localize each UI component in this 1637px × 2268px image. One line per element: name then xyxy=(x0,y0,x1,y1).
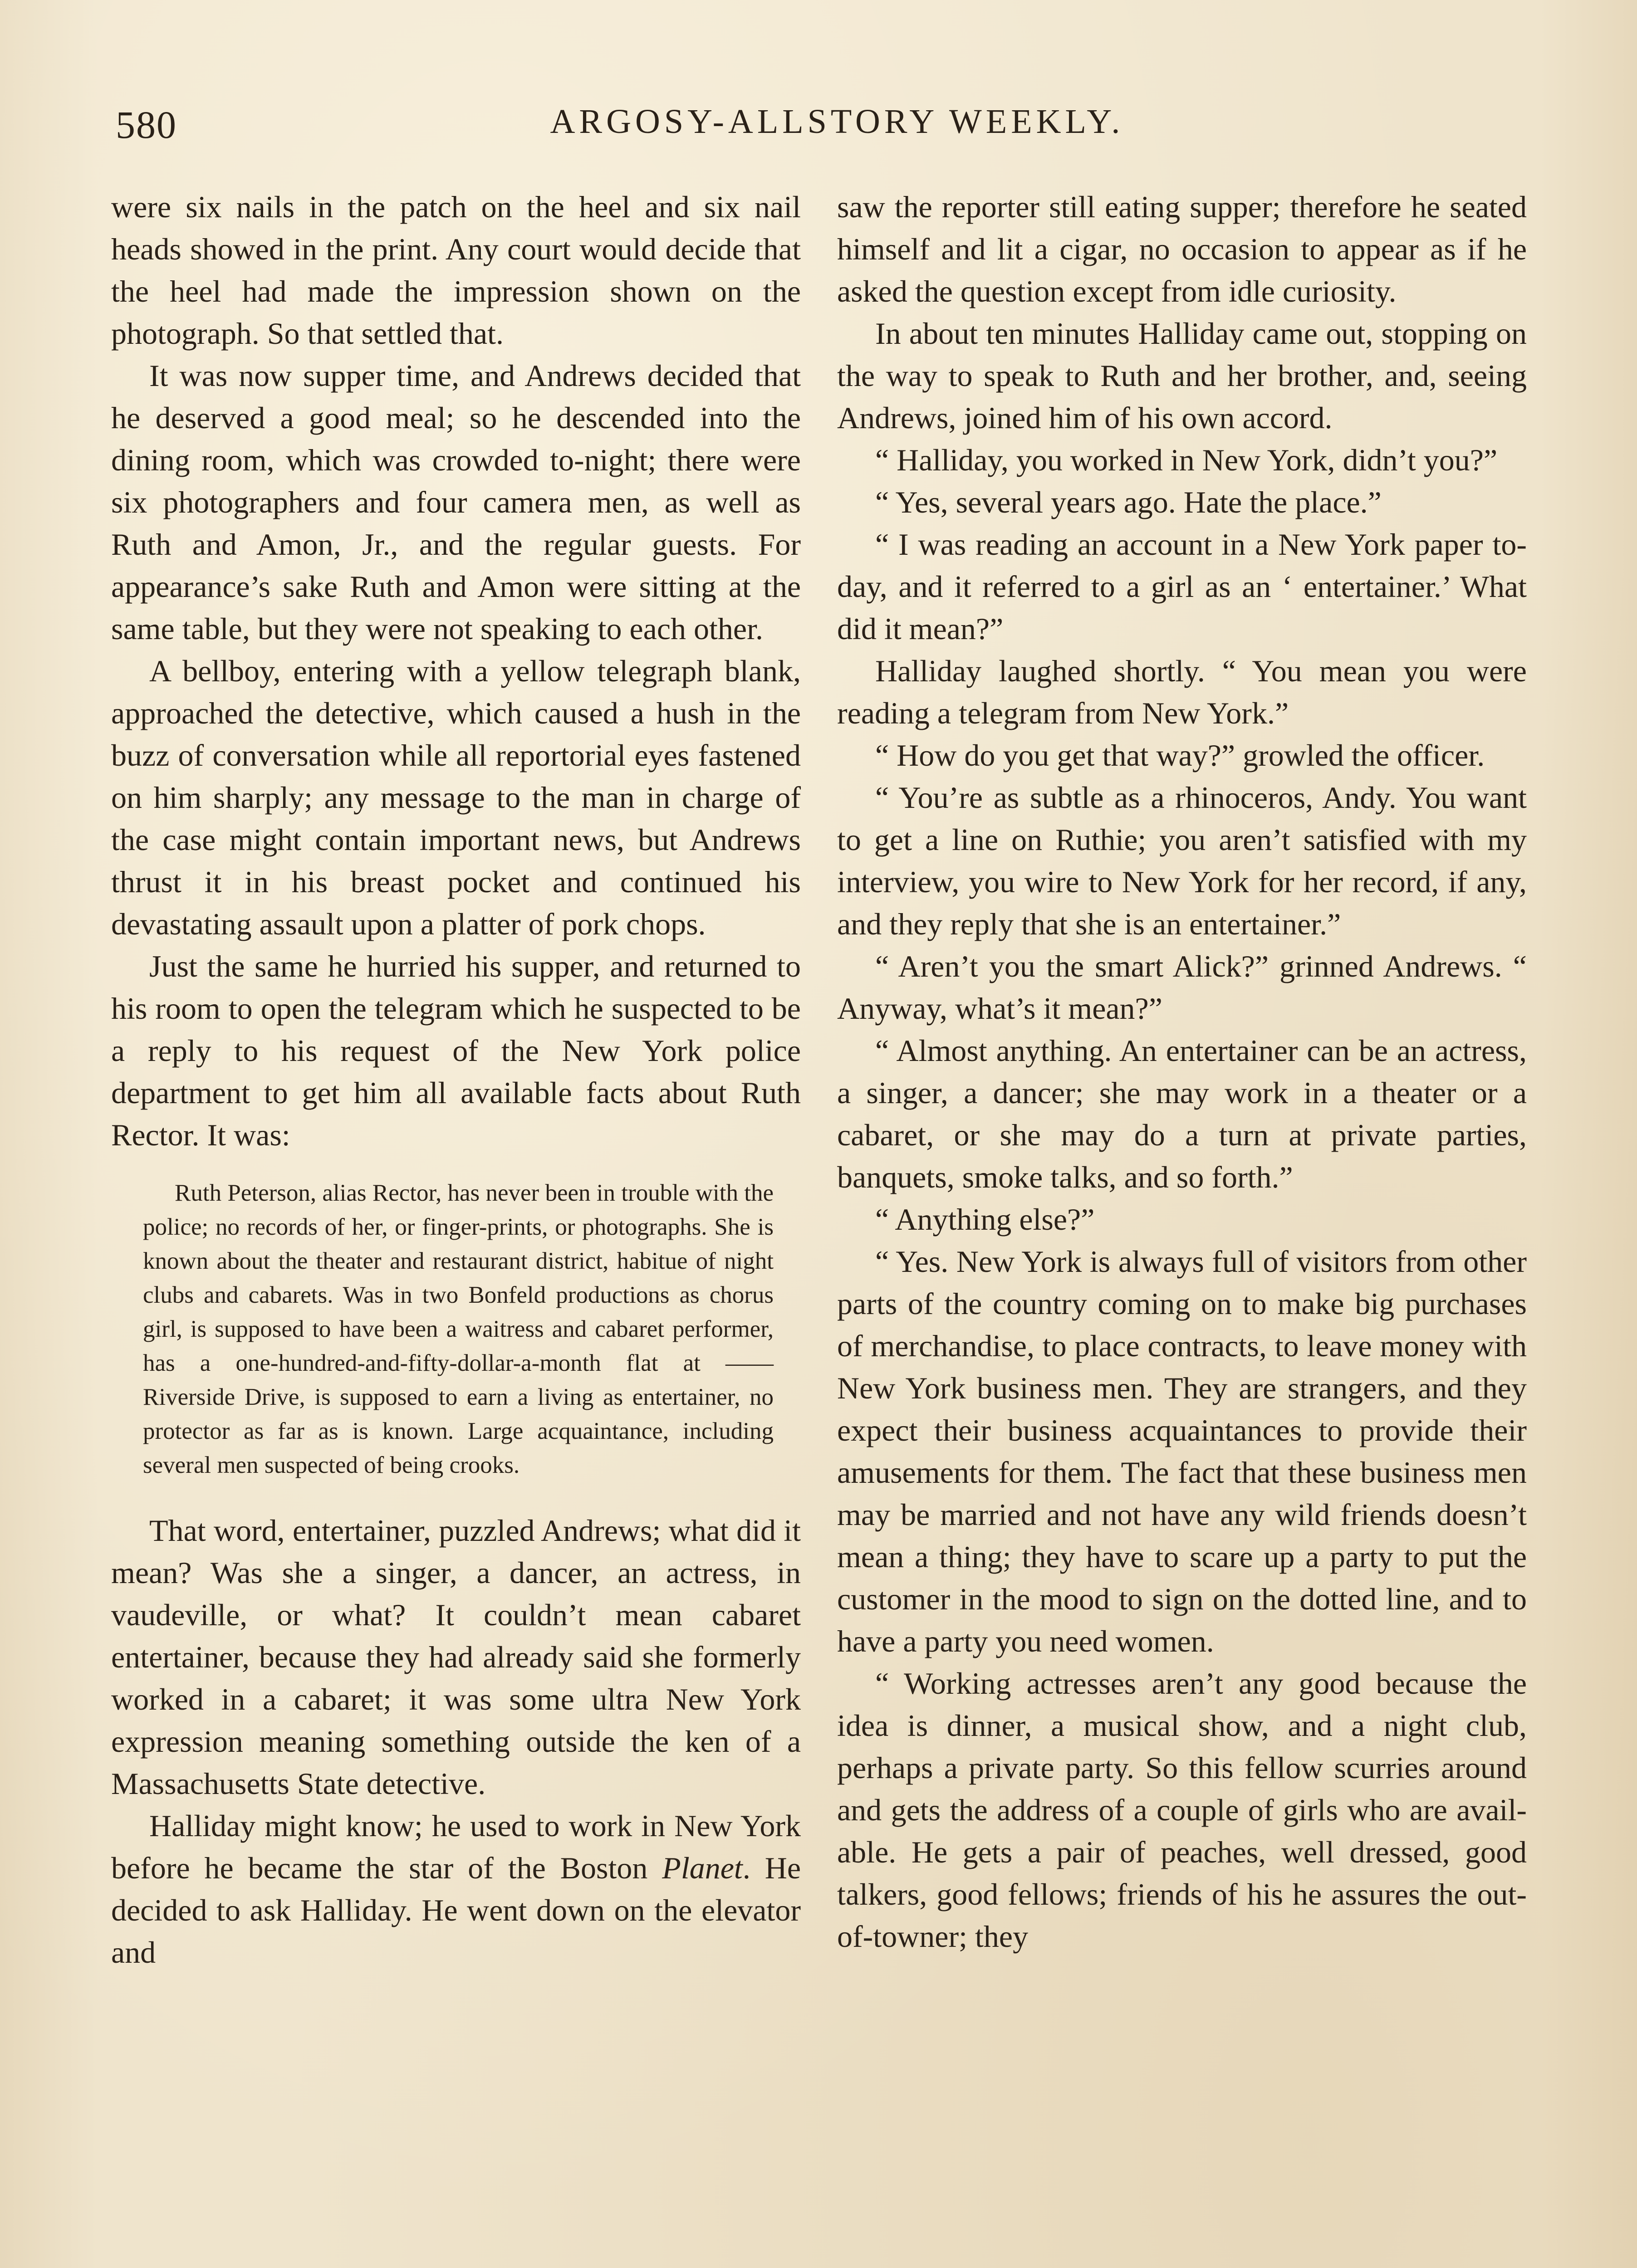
paragraph: “ How do you get that way?” growled the officer. xyxy=(875,738,1485,772)
paragraph: “ Almost anything. An entertainer can be an actress, a singer, a dancer; she may work in a theater or a cabaret, or she may do a turn at private parties, banquets, smoke talks, and so forth.” xyxy=(837,1033,1527,1194)
paragraph: Just the same he hurried his supper, and returned to his room to open the telegram which he suspected to be a reply to his request of the New York police department to get him all available facts about Ruth Rector. It was: xyxy=(111,949,801,1152)
left-column xyxy=(111,186,801,1974)
paragraph: “ I was reading an account in a New York paper to-day, and it referred to a girl as an ‘ entertainer.’ What did it mean?” xyxy=(837,527,1527,646)
paragraph-text: . He decided to ask Halliday. He went down on the elevator and xyxy=(111,1851,801,1970)
telegram-paragraph: Ruth Peterson, alias Rector, has never been in trouble with the police; no records of her, or finger-prints, or photographs. She is known about the theater and restaurant district, habitue of night clubs and cabarets. Was in two Bonfeld productions as chorus girl, is supposed to have been a waitress and cabaret performer, has a one-hundred-and-fifty-dollar-a-month flat at —— Riverside Drive, is supposed to earn a living as entertainer, no protector as far as is known. Large acquaintance, including several men suspected of being crooks. xyxy=(143,1180,774,1478)
paragraph: Halliday laughed shortly. “ You mean you were reading a telegram from New York.” xyxy=(837,654,1527,730)
paragraph: A bellboy, entering with a yellow telegraph blank, approached the detective, which caused a hush in the buzz of conversation while all reportorial eyes fastened on him sharply; any message to the man in charge of the case might contain important news, but Andrews thrust it in his breast pocket and continued his devastating assault upon a platter of pork chops. xyxy=(111,654,801,941)
paragraph: “ Yes. New York is always full of visitors from other parts of the country coming on to make big purchases of merchandise, to place contracts, to leave money with New York business men. They are strangers, and they expect their business acquaintances to provide their amusements for them. The fact that these business men may be married and not have any wild friends doesn’t mean a thing; they have to scare up a party to put the customer in the mood to sign on the dotted line, and to have a party you need women. xyxy=(837,1244,1527,1658)
page-header xyxy=(116,102,1540,152)
paragraph: saw the reporter still eating supper; therefore he seated himself and lit a cigar, no occasion to appear as if he asked the question except from idle curiosity. xyxy=(837,190,1527,308)
running-head: ARGOSY-ALLSTORY WEEKLY. xyxy=(550,103,1124,141)
page-number: 580 xyxy=(116,103,177,147)
paragraph: “ Working actresses aren’t any good because the idea is dinner, a musical show, and a night club, perhaps a private party. So this fellow scurries around and gets the address of a couple of girls who are available. He gets a pair of peaches, well dressed, good talkers, good fellows; friends of his he assures the out-of-towner; they xyxy=(837,1666,1527,1954)
paragraph: “ You’re as subtle as a rhinoceros, Andy. You want to get a line on Ruthie; you aren’t satisfied with my interview, you wire to New York for her record, if any, and they reply that she is an entertainer.” xyxy=(837,780,1527,941)
paragraph: In about ten minutes Halliday came out, stopping on the way to speak to Ruth and her brother, and, seeing Andrews, joined him of his own accord. xyxy=(837,316,1527,435)
paragraph: It was now supper time, and Andrews decided that he deserved a good meal; so he descended into the dining room, which was crowded to-night; there were six photographers and four camera men, as well as Ruth and Amon, Jr., and the regular guests. For appearance’s sake Ruth and Amon were sitting at the same table, but they were not speaking to each other. xyxy=(111,358,801,646)
paragraph: were six nails in the patch on the heel and six nail heads showed in the print. Any court would decide that the heel had made the impression shown on the photograph. So that settled that. xyxy=(111,190,801,351)
paragraph xyxy=(111,1805,801,1974)
paragraph: “ Halliday, you worked in New York, didn’t you?” xyxy=(875,443,1498,477)
paragraph: That word, entertainer, puzzled Andrews; what did it mean? Was she a singer, a dancer, an actress, in vaudeville, or what? It couldn’t mean cabaret entertainer, because they had already said she formerly worked in a cabaret; it was some ultra New York expression meaning something outside the ken of a Massachusetts State detective. xyxy=(111,1513,801,1801)
right-column xyxy=(837,186,1527,1958)
newspaper-title: Planet xyxy=(662,1851,743,1885)
telegram-text xyxy=(143,1176,774,1482)
paragraph-text: Halliday might know; he used to work in New York before he became the star of the Boston xyxy=(111,1809,801,1885)
paragraph: “ Yes, several years ago. Hate the place.” xyxy=(875,485,1382,519)
paragraph: “ Aren’t you the smart Alick?” grinned Andrews. “ Anyway, what’s it mean?” xyxy=(837,949,1527,1026)
paragraph: “ Anything else?” xyxy=(875,1202,1095,1237)
